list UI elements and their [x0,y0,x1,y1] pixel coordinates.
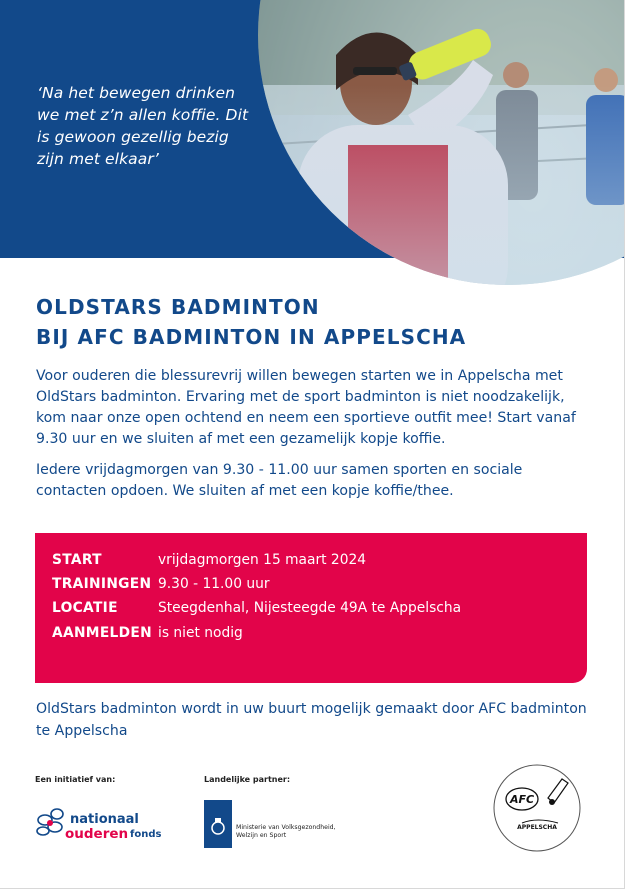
info-label: TRAININGEN [52,576,152,592]
ministerie-text: Ministerie van Volksgezondheid, Welzijn en Sport [236,824,336,839]
hero-banner [0,0,624,285]
info-row-aanmelden [52,625,243,641]
intro-text [36,366,596,512]
nof-text-fonds: fonds [130,829,162,840]
initiatief-label: Een initiatief van: [35,775,116,784]
intro-paragraph-1: Voor ouderen die blessurevrij willen bewegen starten we in Appelscha met OldStars badminton. Ervaring met de sport badminton is niet noodzakelijk, kom naar onze open ochtend en neem een sportieve outfit mee! Start vanaf 9.30 uur en we sluiten af met een gezamelijk kopje koffie. [36,368,576,447]
title-line-2: BIJ AFC BADMINTON IN APPELSCHA [36,325,467,349]
rijksoverheid-logo-icon [204,800,232,848]
info-label: LOCATIE [52,600,118,616]
nof-text-nationaal: nationaal [70,812,139,827]
intro-paragraph-2: Iedere vrijdagmorgen van 9.30 - 11.00 uur samen sporten en sociale contacten opdoen. We sluiten af met een kopje koffie/thee. [36,462,523,499]
info-value: 9.30 - 11.00 uur [158,576,270,592]
info-row-start [52,552,366,568]
footer-text: OldStars badminton wordt in uw buurt mogelijk gemaakt door AFC badminton te Appelscha [36,701,587,739]
info-row-locatie [52,600,461,616]
hero-quote: ‘Na het bewegen drinken we met z’n allen koffie. Dit is gewoon gezellig bezig zijn met elkaar’ [37,84,249,168]
info-value: Steegdenhal, Nijesteegde 49A te Appelscha [158,600,462,616]
info-label: AANMELDEN [52,625,152,641]
afc-text: AFC [510,793,535,806]
info-value: vrijdagmorgen 15 maart 2024 [158,552,367,568]
page-title [36,292,466,352]
event-info-box [35,533,587,683]
partner-label: Landelijke partner: [204,775,291,784]
afc-appelscha-logo-icon [492,763,582,853]
info-row-trainingen [52,576,270,592]
title-line-1: OLDSTARS BADMINTON [36,295,320,319]
info-label: START [52,552,102,568]
info-value: is niet nodig [158,625,243,641]
afc-subtext: APPELSCHA [517,824,557,831]
nof-text-ouderen: ouderen [65,826,129,842]
